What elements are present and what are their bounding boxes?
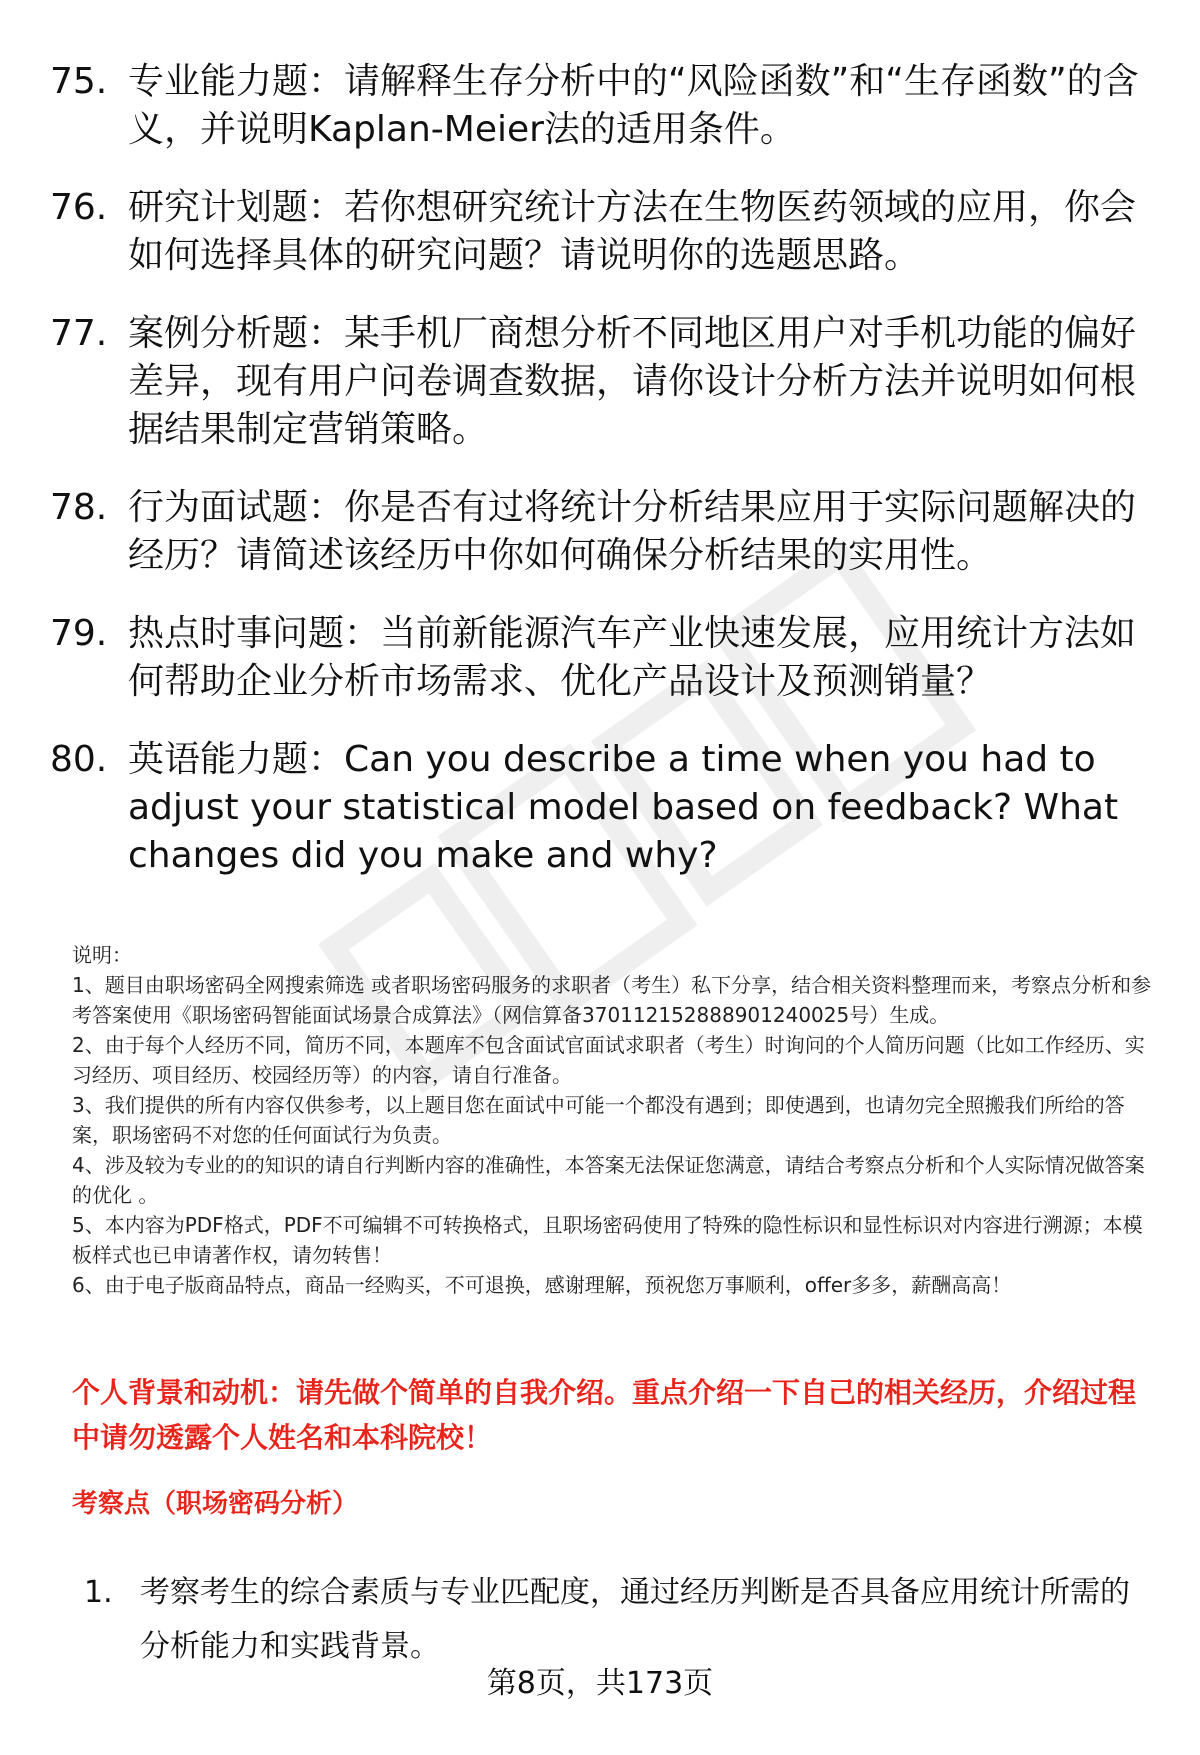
question-number: 79. [50, 613, 108, 654]
question-number: 80. [50, 739, 108, 780]
question-text: 热点时事问题：当前新能源汽车产业快速发展，应用统计方法如何帮助企业分析市场需求、优化产品设计及预测销量？ [128, 613, 1137, 702]
question-number: 75. [50, 61, 108, 102]
question-item [50, 58, 1160, 154]
question-number: 76. [50, 187, 108, 228]
question-text: 研究计划题：若你想研究统计方法在生物医药领域的应用，你会如何选择具体的研究问题？请说明你的选题思路。 [128, 187, 1137, 276]
analysis-point [72, 1566, 1158, 1674]
question-list [50, 58, 1160, 910]
notes-item: 3、我们提供的所有内容仅供参考，以上题目您在面试中可能一个都没有遇到；即使遇到，也请勿完全照搬我们所给的答案，职场密码不对您的任何面试行为负责。 [72, 1093, 1125, 1147]
notes-item: 2、由于每个人经历不同，简历不同，本题库不包含面试官面试求职者（考生）时询问的个人简历问题（比如工作经历、实习经历、项目经历、校园经历等）的内容，请自行准备。 [72, 1033, 1145, 1087]
notes-item: 5、本内容为PDF格式，PDF不可编辑不可转换格式，且职场密码使用了特殊的隐性标识和显性标识对内容进行溯源；本模板样式也已申请著作权，请勿转售！ [72, 1213, 1143, 1267]
question-item [50, 610, 1160, 706]
notes-title: 说明： [72, 943, 132, 967]
notes-item: 6、由于电子版商品特点，商品一经购买，不可退换，感谢理解，预祝您万事顺利，offer多多，薪酬高高！ [72, 1273, 1012, 1297]
page-footer: 第8页，共173页 [486, 1666, 714, 1701]
background-question-section [72, 1370, 1158, 1674]
question-text: 行为面试题：你是否有过将统计分析结果应用于实际问题解决的经历？请简述该经历中你如何确保分析结果的实用性。 [128, 487, 1137, 576]
question-number: 77. [50, 313, 108, 354]
analysis-point-text: 考察考生的综合素质与专业匹配度，通过经历判断是否具备应用统计所需的分析能力和实践背景。 [140, 1575, 1130, 1664]
notes-item: 4、涉及较为专业的的知识的请自行判断内容的准确性，本答案无法保证您满意，请结合考察点分析和个人实际情况做答案的优化 。 [72, 1153, 1145, 1207]
question-item [50, 184, 1160, 280]
question-item [50, 736, 1160, 880]
background-question: 个人背景和动机：请先做个简单的自我介绍。重点介绍一下自己的相关经历，介绍过程中请勿透露个人姓名和本科院校！ [72, 1376, 1137, 1454]
question-text: 英语能力题：Can you describe a time when you had to adjust your statistical model based on feedback? What changes did you make and why? [128, 739, 1119, 876]
question-item [50, 484, 1160, 580]
disclaimer-notes [72, 940, 1158, 1300]
question-text: 案例分析题：某手机厂商想分析不同地区用户对手机功能的偏好差异，现有用户问卷调查数据，请你设计分析方法并说明如何根据结果制定营销策略。 [128, 313, 1137, 450]
question-item [50, 310, 1160, 454]
question-text: 专业能力题：请解释生存分析中的“风险函数”和“生存函数”的含义，并说明Kaplan-Meier法的适用条件。 [128, 61, 1139, 150]
analysis-point-number: 1. [84, 1575, 113, 1610]
notes-item: 1、题目由职场密码全网搜索筛选 或者职场密码服务的求职者（考生）私下分享，结合相关资料整理而来，考察点分析和参考答案使用《职场密码智能面试场景合成算法》（网信算备370112152888901240025号）生成。 [72, 973, 1152, 1027]
analysis-section-title: 考察点（职场密码分析） [72, 1489, 359, 1519]
question-number: 78. [50, 487, 108, 528]
